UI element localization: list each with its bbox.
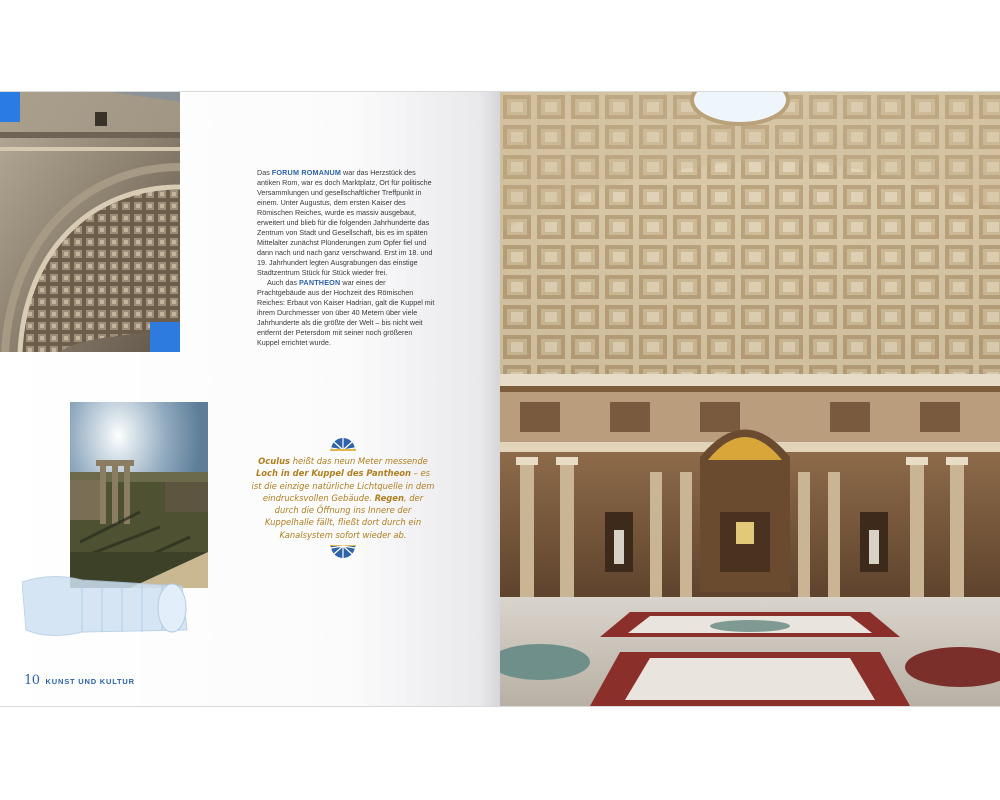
oculus-callout <box>250 437 436 559</box>
highlight-pantheon: PANTHEON <box>298 278 341 287</box>
callout-span: heißt das neun Meter messende <box>290 456 428 466</box>
paragraph-forum-romanum <box>257 168 435 278</box>
callout-term: Loch in der Kuppel des Pantheon <box>255 468 411 479</box>
pantheon-interior-photo <box>500 92 1000 706</box>
callout-term: Regen <box>374 492 404 503</box>
paragraph-text: war das Herzstück des antiken Rom, war es doch Marktplatz, Ort für politische Versammlungen und gesellschaftlicher Treffpunkt in einem. Unter Augustus, dem ersten Kaiser des Römischen Reiches, wurde es massiv ausgebaut, erweitert und blieb für die folgenden Jahrhunderte das Zentrum von Stadt und Gesellschaft, bis es im späten Mittelalter zunächst Plünderungen zum Opfer fiel und dann nach und nach ganz verschwand. Erst im 18. und 19. Jahrhundert legten Ausgrabungen das einstige Stadtzentrum Stück für Stück wieder frei. <box>257 168 433 277</box>
page-footer <box>24 673 135 688</box>
paragraph-pantheon <box>257 278 435 348</box>
body-text <box>257 168 435 348</box>
arch-photo <box>0 92 180 352</box>
callout-term: Oculus <box>258 456 291 466</box>
callout-span: – es ist die einzige natürliche Lichtquelle in dem eindrucksvollen Gebäude. <box>251 468 435 503</box>
callout-span: , der durch die Öffnung ins Innere der Kuppelhalle fällt, fließt dort durch ein Kanalsystem sofort wieder ab. <box>264 492 424 540</box>
left-page <box>0 92 500 706</box>
callout-text <box>250 455 436 541</box>
paragraph-text: Das <box>257 168 272 177</box>
paragraph-text: war eines der Prachtgebäude aus der Hochzeit des Römischen Reiches: Erbaut von Kaiser Hadrian, galt die Kuppel mit ihrem Durchmesser von über 40 Metern über viele Jahrhunderte als die größte der Welt – bis nicht weit entfernt der Petersdom mit seiner noch größeren Kuppel errichtet wurde. <box>257 278 435 347</box>
book-spread <box>0 91 1000 707</box>
highlight-forum-romanum: FORUM ROMANUM <box>271 168 342 177</box>
forum-romanum-photo <box>70 402 208 588</box>
section-label: KUNST UND KULTUR <box>45 677 135 686</box>
sunburst-ornament-icon <box>330 437 356 451</box>
column-drawing-icon <box>22 570 192 650</box>
sunburst-ornament-icon <box>330 545 356 559</box>
paragraph-text: Auch das <box>267 278 299 287</box>
page-number: 10 <box>24 673 40 688</box>
